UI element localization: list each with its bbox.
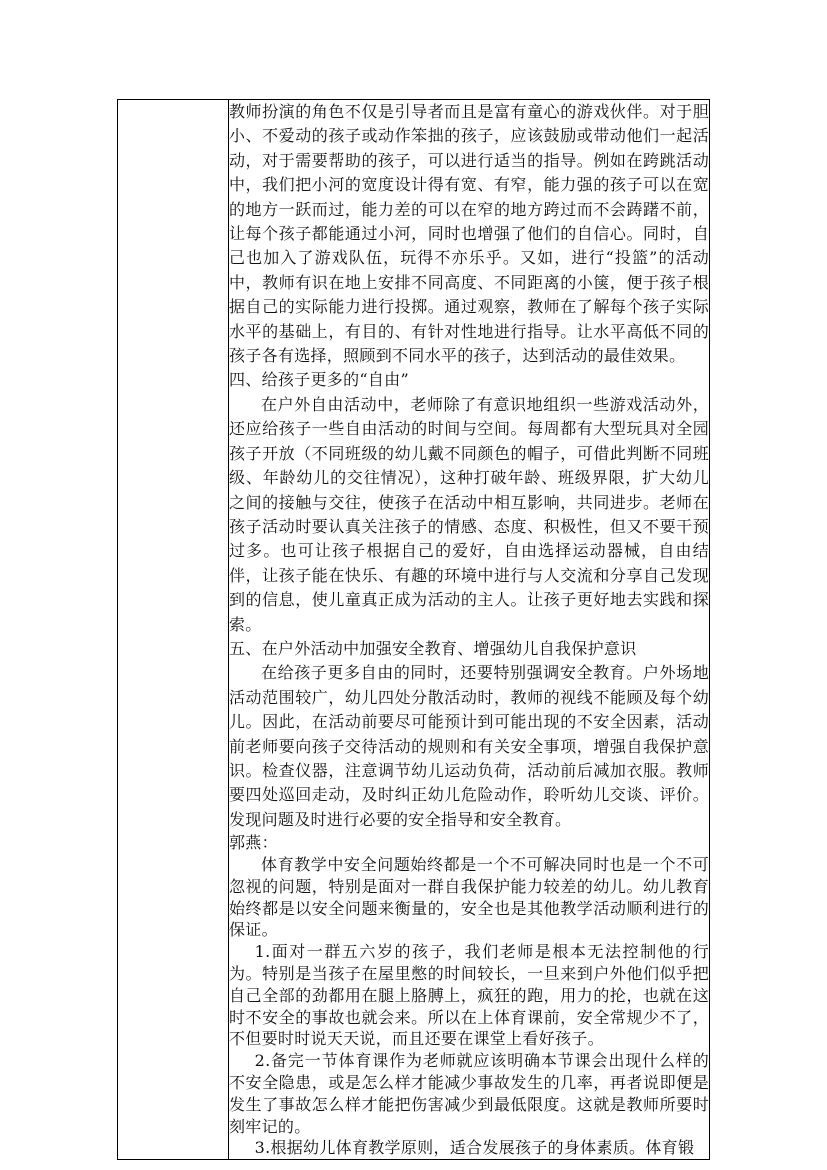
label-cell — [118, 100, 229, 1160]
paragraph-teacher-role: 教师扮演的角色不仅是引导者而且是富有童心的游戏伙伴。对于胆小、不爱动的孩子或动作笨拙的孩子，应该鼓励或带动他们一起活动，对于需要帮助的孩子，可以进行适当的指导。例如在跨跳活动中，我们把小河的宽度设计得有宽、有窄，能力强的孩子可以在宽的地方一跃而过，能力差的可以在窄的地方跨过而不会踌躇不前，让每个孩子都能通过小河，同时也增强了他们的自信心。同时，自己也加入了游戏队伍，玩得不亦乐乎。又如，进行“投篮”的活动中，教师有识在地上安排不同高度、不同距离的小箧，便于孩子根据自己的实际能力进行投掷。通过观察，教师在了解每个孩子实际水平的基础上，有目的、有针对性地进行指导。让水平高低不同的孩子各有选择，照顾到不同水平的孩子，达到活动的最佳效果。 — [229, 102, 709, 366]
paragraph-free-activity: 在户外自由活动中，老师除了有意识地组织一些游戏活动外，还应给孩子一些自由活动的时间与空间。每周都有大型玩具对全园孩子开放（不同班级的幼儿戴不同颜色的帽子，可借此判断不同班级、年龄幼儿的交往情况），这种打破年龄、班级界限，扩大幼儿之间的接触与交往，使孩子在活动中相互影响，共同进步。老师在孩子活动时要认真关注孩子的情感、态度、积极性，但又不要干预过多。也可让孩子根据自己的爱好，自由选择运动器械，自由结伴，让孩子能在快乐、有趣的环境中进行与人交流和分享自己发现到的信息，使儿童真正成为活动的主人。让孩子更好地去实践和探索。 — [229, 394, 709, 634]
table-row — [118, 100, 710, 1160]
document-table — [117, 99, 710, 1160]
list-item-1: 1.面对一群五六岁的孩子，我们老师是根本无法控制他的行为。特别是当孩子在屋里憋的时间较长，一旦来到户外他们似乎把自己全部的劲都用在腿上胳膊上，疯狂的跑，用力的抡，也就在这时不安全的事故也就会来。所以在上体育课前，安全常规少不了，不但要时时说天天说，而且还要在课堂上看好孩子。 — [229, 942, 709, 1049]
section-heading-5: 五、在户外活动中加强安全教育、增强幼儿自我保护意识 — [229, 638, 637, 658]
paragraph-safety-intro: 体育教学中安全问题始终都是一个不可解决同时也是一个不可忽视的问题，特别是面对一群自我保护能力较差的幼儿。幼儿教育始终都是以安全问题来衡量的，安全也是其他教学活动顺利进行的保证。 — [229, 854, 709, 940]
list-item-3: 3.根据幼儿体育教学原则，适合发展孩子的身体素质。体育锻 — [254, 1138, 695, 1158]
paragraph-safety-education: 在给孩子更多自由的同时，还要特别强调安全教育。户外场地活动范围较广，幼儿四处分散活动时，教师的视线不能顾及每个幼儿。因此，在活动前要尽可能预计到可能出现的不安全因素，活动前老师要向孩子交待活动的规则和有关安全事项，增强自我保护意识。检查仪器，注意调节幼儿运动负荷，活动前后减加衣服。教师要四处巡回走动，及时纠正幼儿危险动作，聆听幼儿交谈、评价。发现问题及时进行必要的安全指导和安全教育。 — [229, 663, 709, 829]
content-cell — [229, 100, 710, 1160]
author-name: 郭燕： — [229, 833, 278, 853]
list-item-2: 2.备完一节体育课作为老师就应该明确本节课会出现什么样的不安全隐患，或是怎么样才能减少事故发生的几率，再者说即便是发生了事故怎么样才能把伤害减少到最低限度。这就是教师所要时刻牢记的。 — [229, 1051, 709, 1136]
section-heading-4: 四、给孩子更多的“自由” — [229, 370, 409, 390]
